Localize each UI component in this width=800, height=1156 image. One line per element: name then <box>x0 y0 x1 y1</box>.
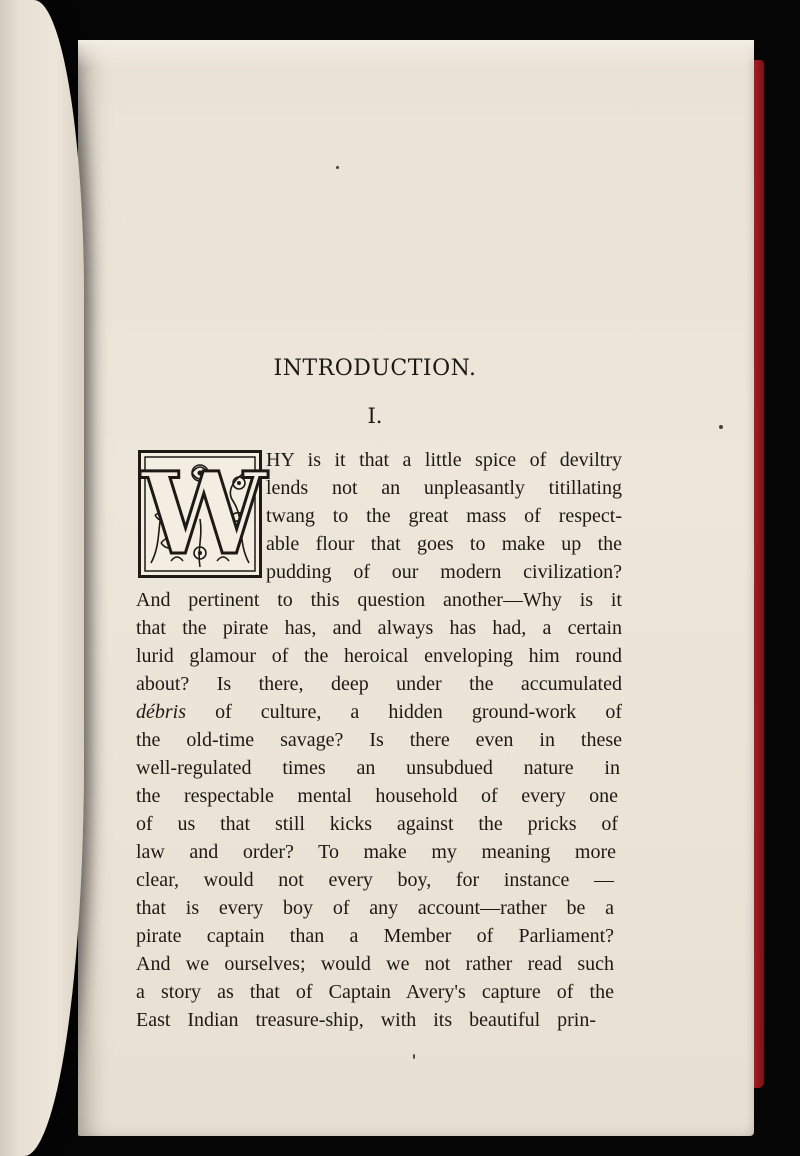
text-line: well-regulated times an unsubdued nature in <box>136 757 620 779</box>
text-line: clear, would not every boy, for instance — <box>136 869 614 891</box>
text-line: East Indian treasure-ship, with its beautiful prin- <box>136 1009 596 1031</box>
text-line-rest: of culture, a hidden ground-work of <box>215 701 622 723</box>
chapter-heading: INTRODUCTION. <box>273 356 477 381</box>
text-line: pirate captain than a Member of Parliament? <box>136 925 614 947</box>
text-line: And we ourselves; would we not rather read such <box>136 953 614 975</box>
text-line: about? Is there, deep under the accumulated <box>136 673 622 695</box>
text-line: able flour that goes to make up the <box>266 533 622 555</box>
text-line: that is every boy of any account—rather be a <box>136 897 614 919</box>
ornamental-drop-cap <box>138 449 267 580</box>
text-line: HY is it that a little spice of deviltry <box>266 449 622 471</box>
text-line: And pertinent to this question another—Why is it <box>136 589 622 611</box>
italic-word: débris <box>136 701 186 723</box>
text-line: lurid glamour of the heroical enveloping him round <box>136 645 622 667</box>
text-line: lends not an unpleasantly titillating <box>266 477 622 499</box>
text-line: the old-time savage? Is there even in these <box>136 729 622 751</box>
drop-cap-letter: W <box>141 449 267 580</box>
text-line: of us that still kicks against the pricks of <box>136 813 618 835</box>
text-line: twang to the great mass of respect- <box>266 505 622 527</box>
text-line: pudding of our modern civilization? <box>266 561 622 583</box>
text-line: law and order? To make my meaning more <box>136 841 616 863</box>
text-line: that the pirate has, and always has had, a certain <box>136 617 622 639</box>
text-line: a story as that of Captain Avery's capture of the <box>136 981 614 1003</box>
text-line-with-italic <box>136 698 622 726</box>
text-line: the respectable mental household of every one <box>136 785 618 807</box>
section-number: I. <box>367 404 383 428</box>
